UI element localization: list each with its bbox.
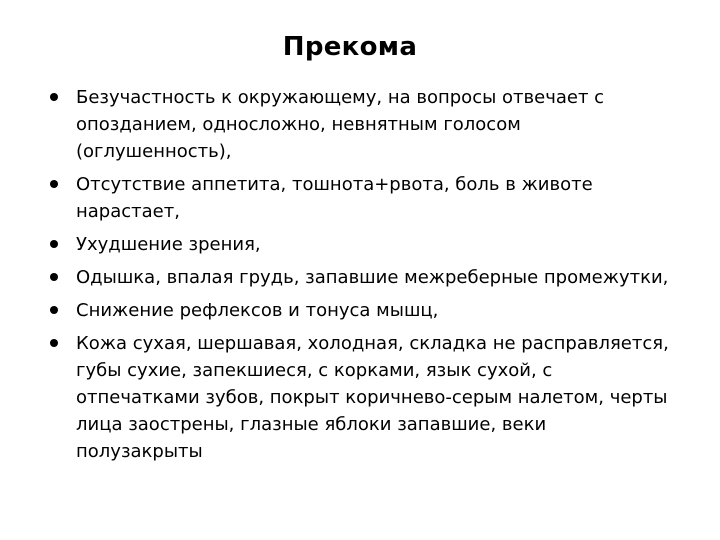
bullet-dot-icon: [50, 93, 58, 101]
bullet-dot-icon: [50, 339, 58, 347]
bullet-text: Безучастность к окружающему, на вопросы отвечает с опозданием, односложно, невнятным голосом (оглушенность),: [76, 87, 605, 162]
bullet-dot-icon: [50, 180, 58, 188]
bullet-item: [50, 264, 670, 291]
bullet-text: Одышка, впалая грудь, запавшие межреберные промежутки,: [76, 267, 669, 288]
bullet-item: [50, 171, 670, 225]
bullet-text: Кожа сухая, шершавая, холодная, складка не расправляется, губы сухие, запекшиеся, с корками, язык сухой, с отпечатками зубов, покрыт коричнево-серым налетом, черты лица заострены, глазные яблоки запавшие, веки полузакрыты: [76, 333, 669, 462]
bullet-item: [50, 84, 670, 165]
bullet-dot-icon: [50, 273, 58, 281]
bullet-dot-icon: [50, 306, 58, 314]
bullet-item: [50, 297, 670, 324]
bullet-text: Ухудшение зрения,: [76, 234, 261, 255]
bullet-text: Снижение рефлексов и тонуса мышц,: [76, 300, 439, 321]
bullet-item: [50, 231, 670, 258]
bullet-list: [50, 84, 670, 471]
bullet-dot-icon: [50, 240, 58, 248]
slide-title: Прекома: [282, 32, 418, 62]
bullet-item: [50, 330, 670, 465]
bullet-text: Отсутствие аппетита, тошнота+рвота, боль в животе нарастает,: [76, 174, 593, 222]
